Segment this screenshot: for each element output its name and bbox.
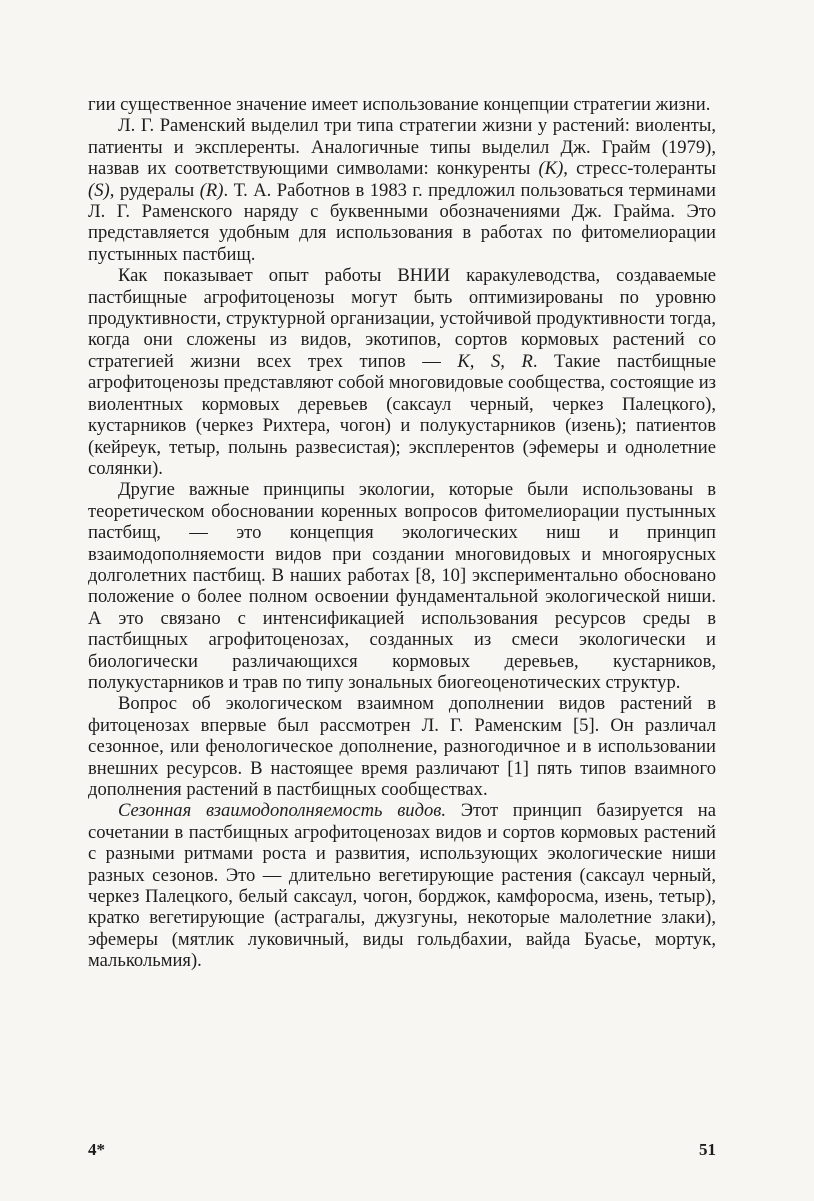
paragraph-ecology-principles (88, 479, 716, 693)
italic-text: K, S, R (457, 350, 533, 372)
text-run: , рудералы (109, 179, 200, 201)
text-run: Этот принцип базируется на сочетании в пастбищных агрофитоценозах видов и сортов кормовых растений с разными ритмами роста и развития, использующих экологические ниши разных сезонов. Это — длительно вегетирующие растения (саксаул черный, черкез Палецкого, белый саксаул, чогон, борджок, камфоросма, изень, тетыр), кратко вегетирующие (астрагалы, джузгуны, некоторые малолетние злаки), эфемеры (мятлик луковичный, виды гольдбахии, вайда Буасье, мортук, малькольмия). (88, 800, 716, 972)
text-run: . Т. А. Работнов в 1983 г. предложил пользоваться терминами Л. Г. Раменского наряду с буквенными обозначениями Дж. Грайма. Это представляется удобным для использования в работах по фитомелиорации пустынных пастбищ. (88, 179, 716, 265)
paragraph-continuation (88, 94, 716, 115)
text-run: Вопрос об экологическом взаимном дополнении видов растений в фитоценозах впервые был рассмотрен Л. Г. Раменским [5]. Он различал сезонное, или фенологическое дополнение, разногодичное и в использовании внешних ресурсов. В настоящее время различают [1] пять типов взаимного дополнения растений в пастбищных сообществах. (88, 693, 716, 800)
paragraph-mutual-complement (88, 693, 716, 800)
page-number: 51 (699, 1140, 716, 1159)
italic-text: Сезонная взаимодополняемость видов. (118, 800, 446, 822)
body-text (88, 94, 716, 972)
text-run: Другие важные принципы экологии, которые были использованы в теоретическом обосновании коренных вопросов фитомелиорации пустынных пастбищ, — это концепция экологических ниш и принцип взаимодополняемости видов при создании многовидовых и многоярусных долголетних пастбищ. В наших работах [8, 10] экспериментально обосновано положение о более полном освоении фундаментальной экологической ниши. А это связано с интенсификацией использования ресурсов среды в пастбищных агрофитоценозах, созданных из смеси экологически и биологически различающихся кормовых деревьев, кустарников, полукустарников и трав по типу зональных биогеоценотических структур. (88, 479, 716, 693)
text-run: гии существенное значение имеет использование концепции стратегии жизни. (88, 94, 711, 115)
italic-text: (K) (538, 158, 564, 180)
page-footer (88, 1140, 716, 1164)
paragraph-ramensky-strategies (88, 115, 716, 265)
italic-text: (R) (199, 179, 224, 201)
text-run: , стресс-толеранты (563, 158, 716, 180)
signature-mark: 4* (88, 1140, 105, 1159)
paragraph-seasonal-complementarity (88, 800, 716, 971)
text-run: Как показывает опыт работы ВНИИ каракулеводства, создаваемые пастбищные агрофитоценозы могут быть оптимизированы по уровню продуктивности, структурной организации, устойчивой продуктивности тогда, когда они сложены из видов, экотипов, сортов кормовых растений со стратегией жизни всех трех типов — (88, 265, 716, 372)
paragraph-vnii-experience (88, 265, 716, 479)
italic-text: (S) (88, 179, 110, 201)
text-run: . Такие пастбищные агрофитоценозы представляют собой многовидовые сообщества, состоящие из виолентных кормовых деревьев (саксаул черный, черкез Палецкого), кустарников (черкез Рихтера, чогон) и полукустарников (изень); патиентов (кейреук, тетыр, полынь развесистая); эксплерентов (эфемеры и однолетние солянки). (88, 350, 717, 479)
text-run: Л. Г. Раменский выделил три типа стратегии жизни у растений: виоленты, патиенты и эксплеренты. Аналогичные типы выделил Дж. Грайм (1979), назвав их соответствующими символами: конкуренты (88, 115, 716, 180)
